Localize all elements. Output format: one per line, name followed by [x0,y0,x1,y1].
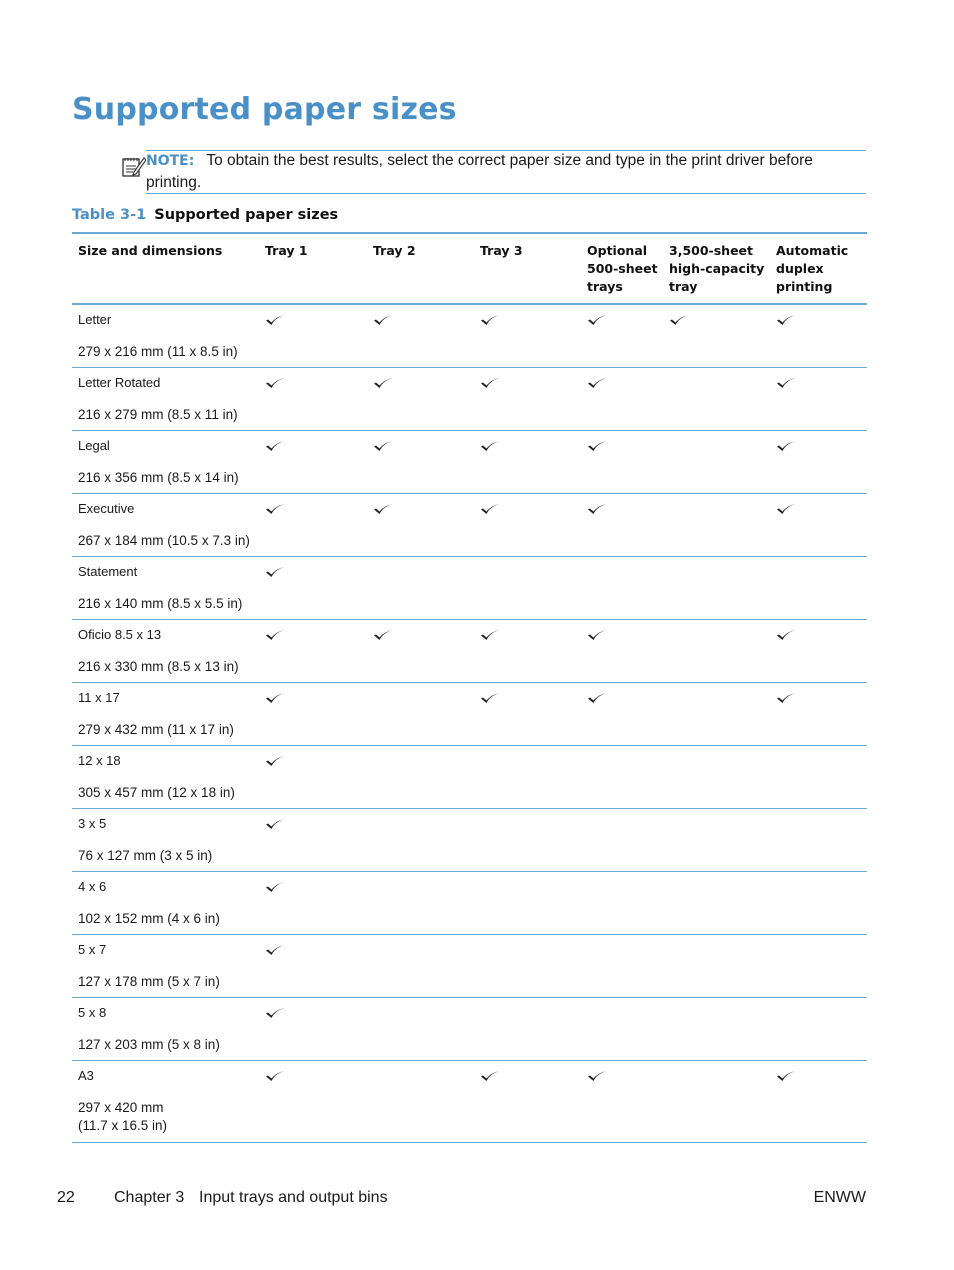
checkmark-icon [776,314,796,326]
table-row [72,494,867,557]
checkmark-icon [265,503,285,515]
table-row [72,935,867,998]
checkmark-icon [480,503,500,515]
note-body: To obtain the best results, select the correct paper size and type in the print driver before printing. [146,152,813,191]
paper-size-dimensions: 102 x 152 mm (4 x 6 in) [78,911,220,926]
paper-size-name: Legal [78,438,110,453]
paper-size-dimensions: 76 x 127 mm (3 x 5 in) [78,848,213,863]
paper-size-name: 4 x 6 [78,879,107,894]
header-high-capacity-line1: 3,500-sheet [669,243,753,258]
paper-size-name: Executive [78,501,135,516]
checkmark-icon [373,377,393,389]
table-row [72,746,867,809]
table-number: Table 3-1 [72,207,147,223]
checkmark-icon [480,1070,500,1082]
footer-code: ENWW [813,1189,866,1206]
checkmark-icon [776,692,796,704]
checkmark-icon [480,314,500,326]
header-optional-500 [587,242,658,296]
page-title: Supported paper sizes [72,92,457,127]
paper-size-dimensions-line: (11.7 x 16.5 in) [78,1118,168,1133]
paper-sizes-table [72,232,867,1143]
table-row [72,998,867,1061]
header-size: Size and dimensions [78,243,223,258]
paper-size-name: 5 x 8 [78,1005,107,1020]
table-row [72,1061,867,1143]
checkmark-icon [480,692,500,704]
header-tray3: Tray 3 [480,243,523,258]
checkmark-icon [265,881,285,893]
paper-size-dimensions-line: 297 x 420 mm [78,1100,164,1115]
checkmark-icon [587,377,607,389]
paper-size-dimensions: 279 x 432 mm (11 x 17 in) [78,722,234,737]
table-row [72,431,867,494]
checkmark-icon [265,1070,285,1082]
checkmark-icon [776,629,796,641]
table-row [72,872,867,935]
checkmark-icon [373,503,393,515]
checkmark-icon [480,377,500,389]
header-tray2: Tray 2 [373,243,416,258]
note-box [118,150,866,194]
table-row [72,557,867,620]
header-duplex-line2: duplex [776,261,824,276]
paper-size-dimensions: 305 x 457 mm (12 x 18 in) [78,785,235,800]
note-text [146,150,836,194]
paper-size-name: 5 x 7 [78,942,107,957]
paper-size-name: Oficio 8.5 x 13 [78,627,162,642]
checkmark-icon [587,692,607,704]
checkmark-icon [776,440,796,452]
checkmark-icon [587,503,607,515]
paper-size-name: 3 x 5 [78,816,107,831]
checkmark-icon [265,692,285,704]
checkmark-icon [373,314,393,326]
note-pad-icon [120,154,146,178]
note-bottom-rule [146,193,866,194]
paper-size-name: Letter Rotated [78,375,161,390]
checkmark-icon [776,1070,796,1082]
header-optional-500-line2: 500-sheet [587,261,658,276]
paper-size-name: 11 x 17 [78,690,120,705]
paper-size-name: A3 [78,1068,94,1083]
header-high-capacity-line3: tray [669,279,698,294]
note-label: NOTE: [146,153,195,169]
paper-size-dimensions: 279 x 216 mm (11 x 8.5 in) [78,344,238,359]
paper-size-dimensions: 127 x 203 mm (5 x 8 in) [78,1037,220,1052]
checkmark-icon [265,314,285,326]
checkmark-icon [776,377,796,389]
table-row [72,809,867,872]
checkmark-icon [265,629,285,641]
table-row [72,620,867,683]
checkmark-icon [265,440,285,452]
checkmark-icon [373,440,393,452]
table-caption-text: Supported paper sizes [154,207,339,223]
checkmark-icon [587,629,607,641]
checkmark-icon [265,755,285,767]
paper-size-dimensions: 267 x 184 mm (10.5 x 7.3 in) [78,533,250,548]
header-duplex-line3: printing [776,279,833,294]
checkmark-icon [776,503,796,515]
table-row [72,305,867,368]
footer-page-number: 22 [57,1189,75,1206]
paper-size-name: 12 x 18 [78,753,121,768]
footer-chapter: Chapter 3 [114,1189,185,1206]
checkmark-icon [480,440,500,452]
checkmark-icon [669,314,689,326]
paper-size-dimensions: 216 x 140 mm (8.5 x 5.5 in) [78,596,243,611]
table-row [72,683,867,746]
header-duplex [776,242,848,296]
checkmark-icon [587,314,607,326]
table-body [72,305,867,1143]
header-optional-500-line3: trays [587,279,623,294]
checkmark-icon [265,566,285,578]
paper-size-dimensions [78,1099,167,1135]
header-optional-500-line1: Optional [587,243,648,258]
table-header [72,234,867,305]
paper-size-name: Statement [78,564,138,579]
header-high-capacity-line2: high-capacity [669,261,765,276]
table-caption [72,207,338,223]
paper-size-dimensions: 216 x 279 mm (8.5 x 11 in) [78,407,238,422]
table-row [72,368,867,431]
checkmark-icon [373,629,393,641]
checkmark-icon [265,944,285,956]
paper-size-dimensions: 216 x 330 mm (8.5 x 13 in) [78,659,239,674]
checkmark-icon [587,1070,607,1082]
checkmark-icon [480,629,500,641]
header-duplex-line1: Automatic [776,243,849,258]
checkmark-icon [265,377,285,389]
checkmark-icon [265,1007,285,1019]
footer-section: Input trays and output bins [199,1189,388,1206]
checkmark-icon [265,818,285,830]
header-tray1: Tray 1 [265,243,308,258]
paper-size-dimensions: 127 x 178 mm (5 x 7 in) [78,974,220,989]
header-high-capacity [669,242,764,296]
paper-size-dimensions: 216 x 356 mm (8.5 x 14 in) [78,470,239,485]
paper-size-name: Letter [78,312,112,327]
checkmark-icon [587,440,607,452]
